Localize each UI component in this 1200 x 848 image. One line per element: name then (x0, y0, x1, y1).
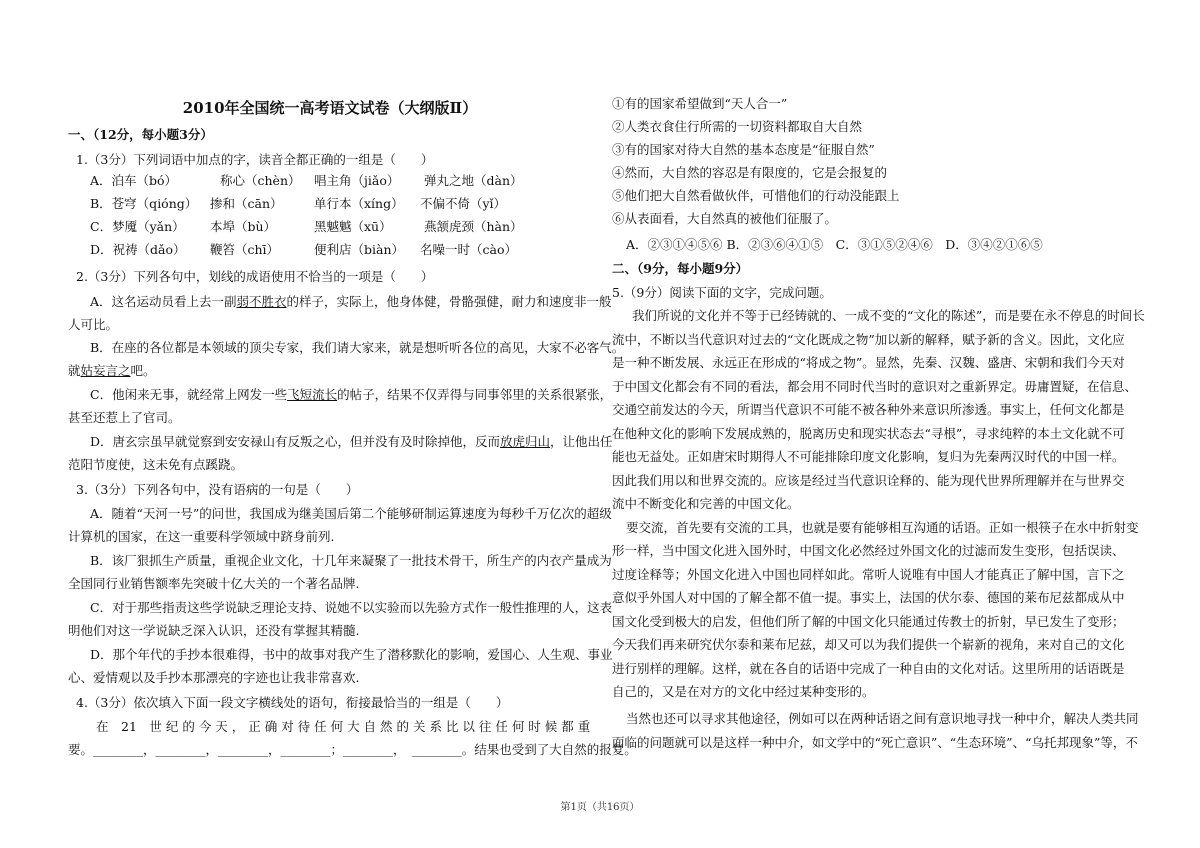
q2-option-b-line1: B．在座的各位都是本领域的顶尖专家，我们请大家来，就是想听听各位的高见，大家不必客气。 (90, 340, 625, 355)
passage-line: 我们所说的文化并不等于已经铸就的、一成不变的“文化的陈述”，而是要在永不停息的时间长 (632, 308, 1145, 323)
section-2-heading: 二、（9分，每小题9分） (612, 261, 749, 276)
q4-passage-line2: 要。________，________，________，________；________， ________。结果也受到了大自然的报复。 (68, 742, 637, 757)
q2-option-d-line1: D．唐玄宗虽早就觉察到安安禄山有反叛之心，但并没有及时除掉他，反而放虎归山，让他出任 (90, 434, 613, 449)
q4-sentence-5: ⑤他们把大自然看做伙伴，可惜他们的行动没能跟上 (612, 188, 900, 203)
q1-stem: 1.（3分）下列词语中加点的字，读音全都正确的一组是（ ） (76, 152, 434, 167)
q2-option-d-line2: 范阳节度使，这未免有点蹊跷。 (68, 457, 244, 472)
q4-stem: 4.（3分）依次填入下面一段文字横线处的语句，衔接最恰当的一组是（ ） (76, 695, 509, 710)
passage-line: 国文化受到极大的启发，但他们所了解的中国文化只能通过传教士的折射，早已发生了变形； (612, 614, 1125, 629)
q5-stem: 5.（9分）阅读下面的文字，完成问题。 (612, 285, 832, 300)
q2-option-a-line1: A．这名运动员看上去一副弱不胜衣的样子，实际上，他身体健，骨骼强健，耐力和速度非一般 (90, 294, 612, 309)
passage-line: 是一种不断发展、永远正在形成的“将成之物”。显然，先秦、汉魏、盛唐、宋朝和我们今天对 (612, 355, 1125, 370)
q3-option-a-line1: A．随着“天河一号”的问世，我国成为继美国后第二个能够研制运算速度为每秒千万亿次的超级 (90, 506, 612, 521)
q3-option-b-line1: B．该厂狠抓生产质量，重视企业文化，十几年来凝聚了一批技术骨干，所生产的内衣产量成为 (90, 553, 612, 568)
exam-page: 2010年全国统一高考语文试卷（大纲版Ⅱ） 一、（12分，每小题3分） 1.（3分）下列词语中加点的字，读音全都正确的一组是（ ） A．泊车（bó） 称心（chèn） 唱主角（jiǎo） 弹丸之地（dàn） B．苍穹（qióng） 掺和（cān） 单行本（xíng） 不偏不倚（yǐ） C．梦魇（yǎn） 本埠（bù） 黑魆魆（xū） 燕颔虎颈（hàn） D．祝祷（dǎo） 鞭笞（chī） 便利店（biàn） 名噪一时（cào） 2.（3分）下列各句中，划线的成语使用不恰当的一项是（ ） A．这名运动员看上去一副弱不胜衣的样子，实际上，他身体健，骨骼强健，耐力和速度非一般 人可比。 B．在座的各位都是本领域的顶尖专家，我们请大家来，就是想听听各位的高见，大家不必客气。 就姑妄言之吧。 C．他闲来无事，就经常上网发一些飞短流长的帖子，结果不仅弄得与同事邻里的关系很紧张， 甚至还惹上了官司。 D．唐玄宗虽早就觉察到安安禄山有反叛之心，但并没有及时除掉他，反而放虎归山，让他出任 范阳节度使，这未免有点蹊跷。 3.（3分）下列各句中，没有语病的一句是（ ） A．随着“天河一号”的问世，我国成为继美国后第二个能够研制运算速度为每秒千万亿次的超级 计算机的国家，在这一重要科学领域中跻身前列. B．该厂狠抓生产质量，重视企业文化，十几年来凝聚了一批技术骨干，所生产的内衣产量成为 全国同行业销售额率先突破十亿大关的一个著名品牌. C．对于那些指责这些学说缺乏理论支持、说她不以实验而以先验方式作一般性推理的人，这表 明他们对这一学说缺乏深入认识，还没有掌握其精髓. D．那个年代的手抄本很难得，书中的故事对我产生了潜移默化的影响，爱国心、人生观、事业 心、爱情观以及手抄本那漂亮的字迹也让我非常喜欢. 4.（3分）依次填入下面一段文字横线处的语句，衔接最恰当的一组是（ ） 在 21 世 纪 的 今 天 ， 正 确 对 待 任 何 大 自 然 的 关 系 比 以 往 任 何 时 候 都 重 要。________，________，________，________；________， ________。结果也受到了大自然的报复。 ①有的国家希望做到“天人合一” ②人类衣食住行所需的一切资料都取自大自然 ③有的国家对待大自然的基本态度是“征服自然” ④然而，大自然的容忍是有限度的，它是会报复的 ⑤他们把大自然看做伙伴，可惜他们的行动没能跟上 ⑥从表面看，大自然真的被他们征服了。 A．②③①④⑤⑥ B．②③⑥④①⑤ C．③①⑤②④⑥ D．③④②①⑥⑤ 二、（9分，每小题9分） 5.（9分）阅读下面的文字，完成问题。 我们所说的文化并不等于已经铸就的、一成不变的“文化的陈述”，而是要在永不停息的时间长 流中，不断以当代意识对过去的“文化既成之物”加以新的解释，赋予新的含义。因此，文化应 是一种不断发展、永远正在形成的“将成之物”。显然，先秦、汉魏、盛唐、宋朝和我们今天对 于中国文化都会有不同的看法，都会用不同时代当时的意识对之重新界定。毋庸置疑，在信息、 交通空前发达的今天，所谓当代意识不可能不被各种外来意识所渗透。事实上，任何文化都是 在他种文化的影响下发展成熟的，脱离历史和现实状态去“寻根”，寻求纯粹的本土文化就不可 能也无益处。正如唐宋时期得人不可能排除印度文化影响，复归为先秦两汉时代的中国一样。 因此我们用以和世界交流的。应该是经过当代意识诠释的、能为现代世界所理解并在与世界交 流中不断变化和完善的中国文化。 要交流，首先要有交流的工具，也就是要有能够相互沟通的话语。正如一根筷子在水中折射变 形一样，当中国文化进入国外时，中国文化必然经过外国文化的过滤而发生变形，包括误读、 过度诠释等；外国文化进入中国也同样如此。常听人说唯有中国人才能真正了解中国，言下之 意似乎外国人对中国的了解全都不值一提。事实上，法国的伏尔泰、德国的莱布尼兹都成从中 国文化受到极大的启发，但他们所了解的中国文化只能通过传教士的折射，早已发生了变形； 今天我们再来研究伏尔泰和莱布尼兹，却又可以为我们提供一个崭新的视角，来对自己的文化 进行别样的理解。这样，就在各自的话语中完成了一种自由的文化对话。这里所用的话语既是 自己的，又是在对方的文化中经过某种变形的。 当然也还可以寻求其他途径，例如可以在两种话语之间有意识地寻找一种中介，解决人类共同 面临的问题就可以是这样一种中介，如文学中的“死亡意识”、“生态环境”、“乌托邦现象”等，不 第1页（共16页） (0, 0, 1200, 848)
q4-passage-line1: 在 21 世 纪 的 今 天 ， 正 确 对 待 任 何 大 自 然 的 关 系 比 以 往 任 何 时 候 都 重 (96, 719, 591, 734)
q3-option-c-line1: C．对于那些指责这些学说缺乏理论支持、说她不以实验而以先验方式作一般性推理的人，这表 (90, 600, 613, 615)
q4-sentence-6: ⑥从表面看，大自然真的被他们征服了。 (612, 211, 838, 226)
passage-line: 意似乎外国人对中国的了解全都不值一提。事实上，法国的伏尔泰、德国的莱布尼兹都成从中 (612, 590, 1125, 605)
q4-sentence-3: ③有的国家对待大自然的基本态度是“征服自然” (612, 142, 875, 157)
passage-line: 流中不断变化和完善的中国文化。 (612, 496, 800, 511)
q2-stem: 2.（3分）下列各句中，划线的成语使用不恰当的一项是（ ） (76, 269, 434, 284)
passage-line: 交通空前发达的今天，所谓当代意识不可能不被各种外来意识所渗透。事实上，任何文化都是 (612, 402, 1125, 417)
passage-line: 面临的问题就可以是这样一种中介，如文学中的“死亡意识”、“生态环境”、“乌托邦现象”等，不 (612, 735, 1138, 750)
q3-option-d-line1: D．那个年代的手抄本很难得，书中的故事对我产生了潜移默化的影响，爱国心、人生观、事业 (90, 647, 613, 662)
underlined-idiom: 放虎归山 (500, 434, 551, 449)
page-title: 2010年全国统一高考语文试卷（大纲版Ⅱ） (182, 99, 478, 117)
q2-option-a-line2: 人可比。 (68, 317, 119, 332)
passage-line: 于中国文化都会有不同的看法，都会用不同时代当时的意识对之重新界定。毋庸置疑，在信息、 (612, 379, 1138, 394)
passage-line: 今天我们再来研究伏尔泰和莱布尼兹，却又可以为我们提供一个崭新的视角，来对自己的文化 (612, 637, 1125, 652)
passage-line: 过度诠释等；外国文化进入中国也同样如此。常听人说唯有中国人才能真正了解中国，言下之 (612, 567, 1125, 582)
passage-line: 因此我们用以和世界交流的。应该是经过当代意识诠释的、能为现代世界所理解并在与世界交 (612, 473, 1125, 488)
passage-line: 在他种文化的影响下发展成熟的，脱离历史和现实状态去“寻根”，寻求纯粹的本土文化就不可 (612, 426, 1125, 441)
passage-line: 进行别样的理解。这样，就在各自的话语中完成了一种自由的文化对话。这里所用的话语既是 (612, 661, 1125, 676)
underlined-idiom: 姑妄言之 (80, 363, 131, 378)
underlined-idiom: 飞短流长 (287, 387, 338, 402)
section-1-heading: 一、（12分，每小题3分） (68, 127, 213, 142)
q3-stem: 3.（3分）下列各句中，没有语病的一句是（ ） (76, 482, 359, 497)
underlined-idiom: 弱不胜衣 (236, 294, 287, 309)
q4-sentence-4: ④然而，大自然的容忍是有限度的，它是会报复的 (612, 165, 888, 180)
q2-option-c-line1: C．他闲来无事，就经常上网发一些飞短流长的帖子，结果不仅弄得与同事邻里的关系很紧张， (90, 387, 613, 402)
page-number: 第1页（共16页） (560, 802, 640, 813)
q2-option-b-line2: 就姑妄言之吧。 (68, 363, 156, 378)
passage-line: 能也无益处。正如唐宋时期得人不可能排除印度文化影响，复归为先秦两汉时代的中国一样。 (612, 449, 1125, 464)
q2-option-c-line2: 甚至还惹上了官司。 (68, 410, 181, 425)
q3-option-a-line2: 计算机的国家，在这一重要科学领域中跻身前列. (68, 529, 335, 544)
passage-line: 自己的，又是在对方的文化中经过某种变形的。 (612, 684, 875, 699)
passage-line: 当然也还可以寻求其他途径，例如可以在两种话语之间有意识地寻找一种中介，解决人类共同 (626, 711, 1139, 726)
q3-option-d-line2: 心、爱情观以及手抄本那漂亮的字迹也让我非常喜欢. (68, 670, 360, 685)
q3-option-c-line2: 明他们对这一学说缺乏深入认识，还没有掌握其精髓. (68, 623, 360, 638)
q4-answer-choices: A．②③①④⑤⑥ B．②③⑥④①⑤ C．③①⑤②④⑥ D．③④②①⑥⑤ (626, 237, 1043, 252)
q4-sentence-2: ②人类衣食住行所需的一切资料都取自大自然 (612, 119, 863, 134)
passage-line: 要交流，首先要有交流的工具，也就是要有能够相互沟通的话语。正如一根筷子在水中折射变 (626, 520, 1139, 535)
q4-sentence-1: ①有的国家希望做到“天人合一” (612, 96, 788, 111)
passage-line: 流中，不断以当代意识对过去的“文化既成之物”加以新的解释，赋予新的含义。因此，文化应 (612, 332, 1125, 347)
passage-line: 形一样，当中国文化进入国外时，中国文化必然经过外国文化的过滤而发生变形，包括误读、 (612, 543, 1125, 558)
q3-option-b-line2: 全国同行业销售额率先突破十亿大关的一个著名品牌. (68, 576, 360, 591)
